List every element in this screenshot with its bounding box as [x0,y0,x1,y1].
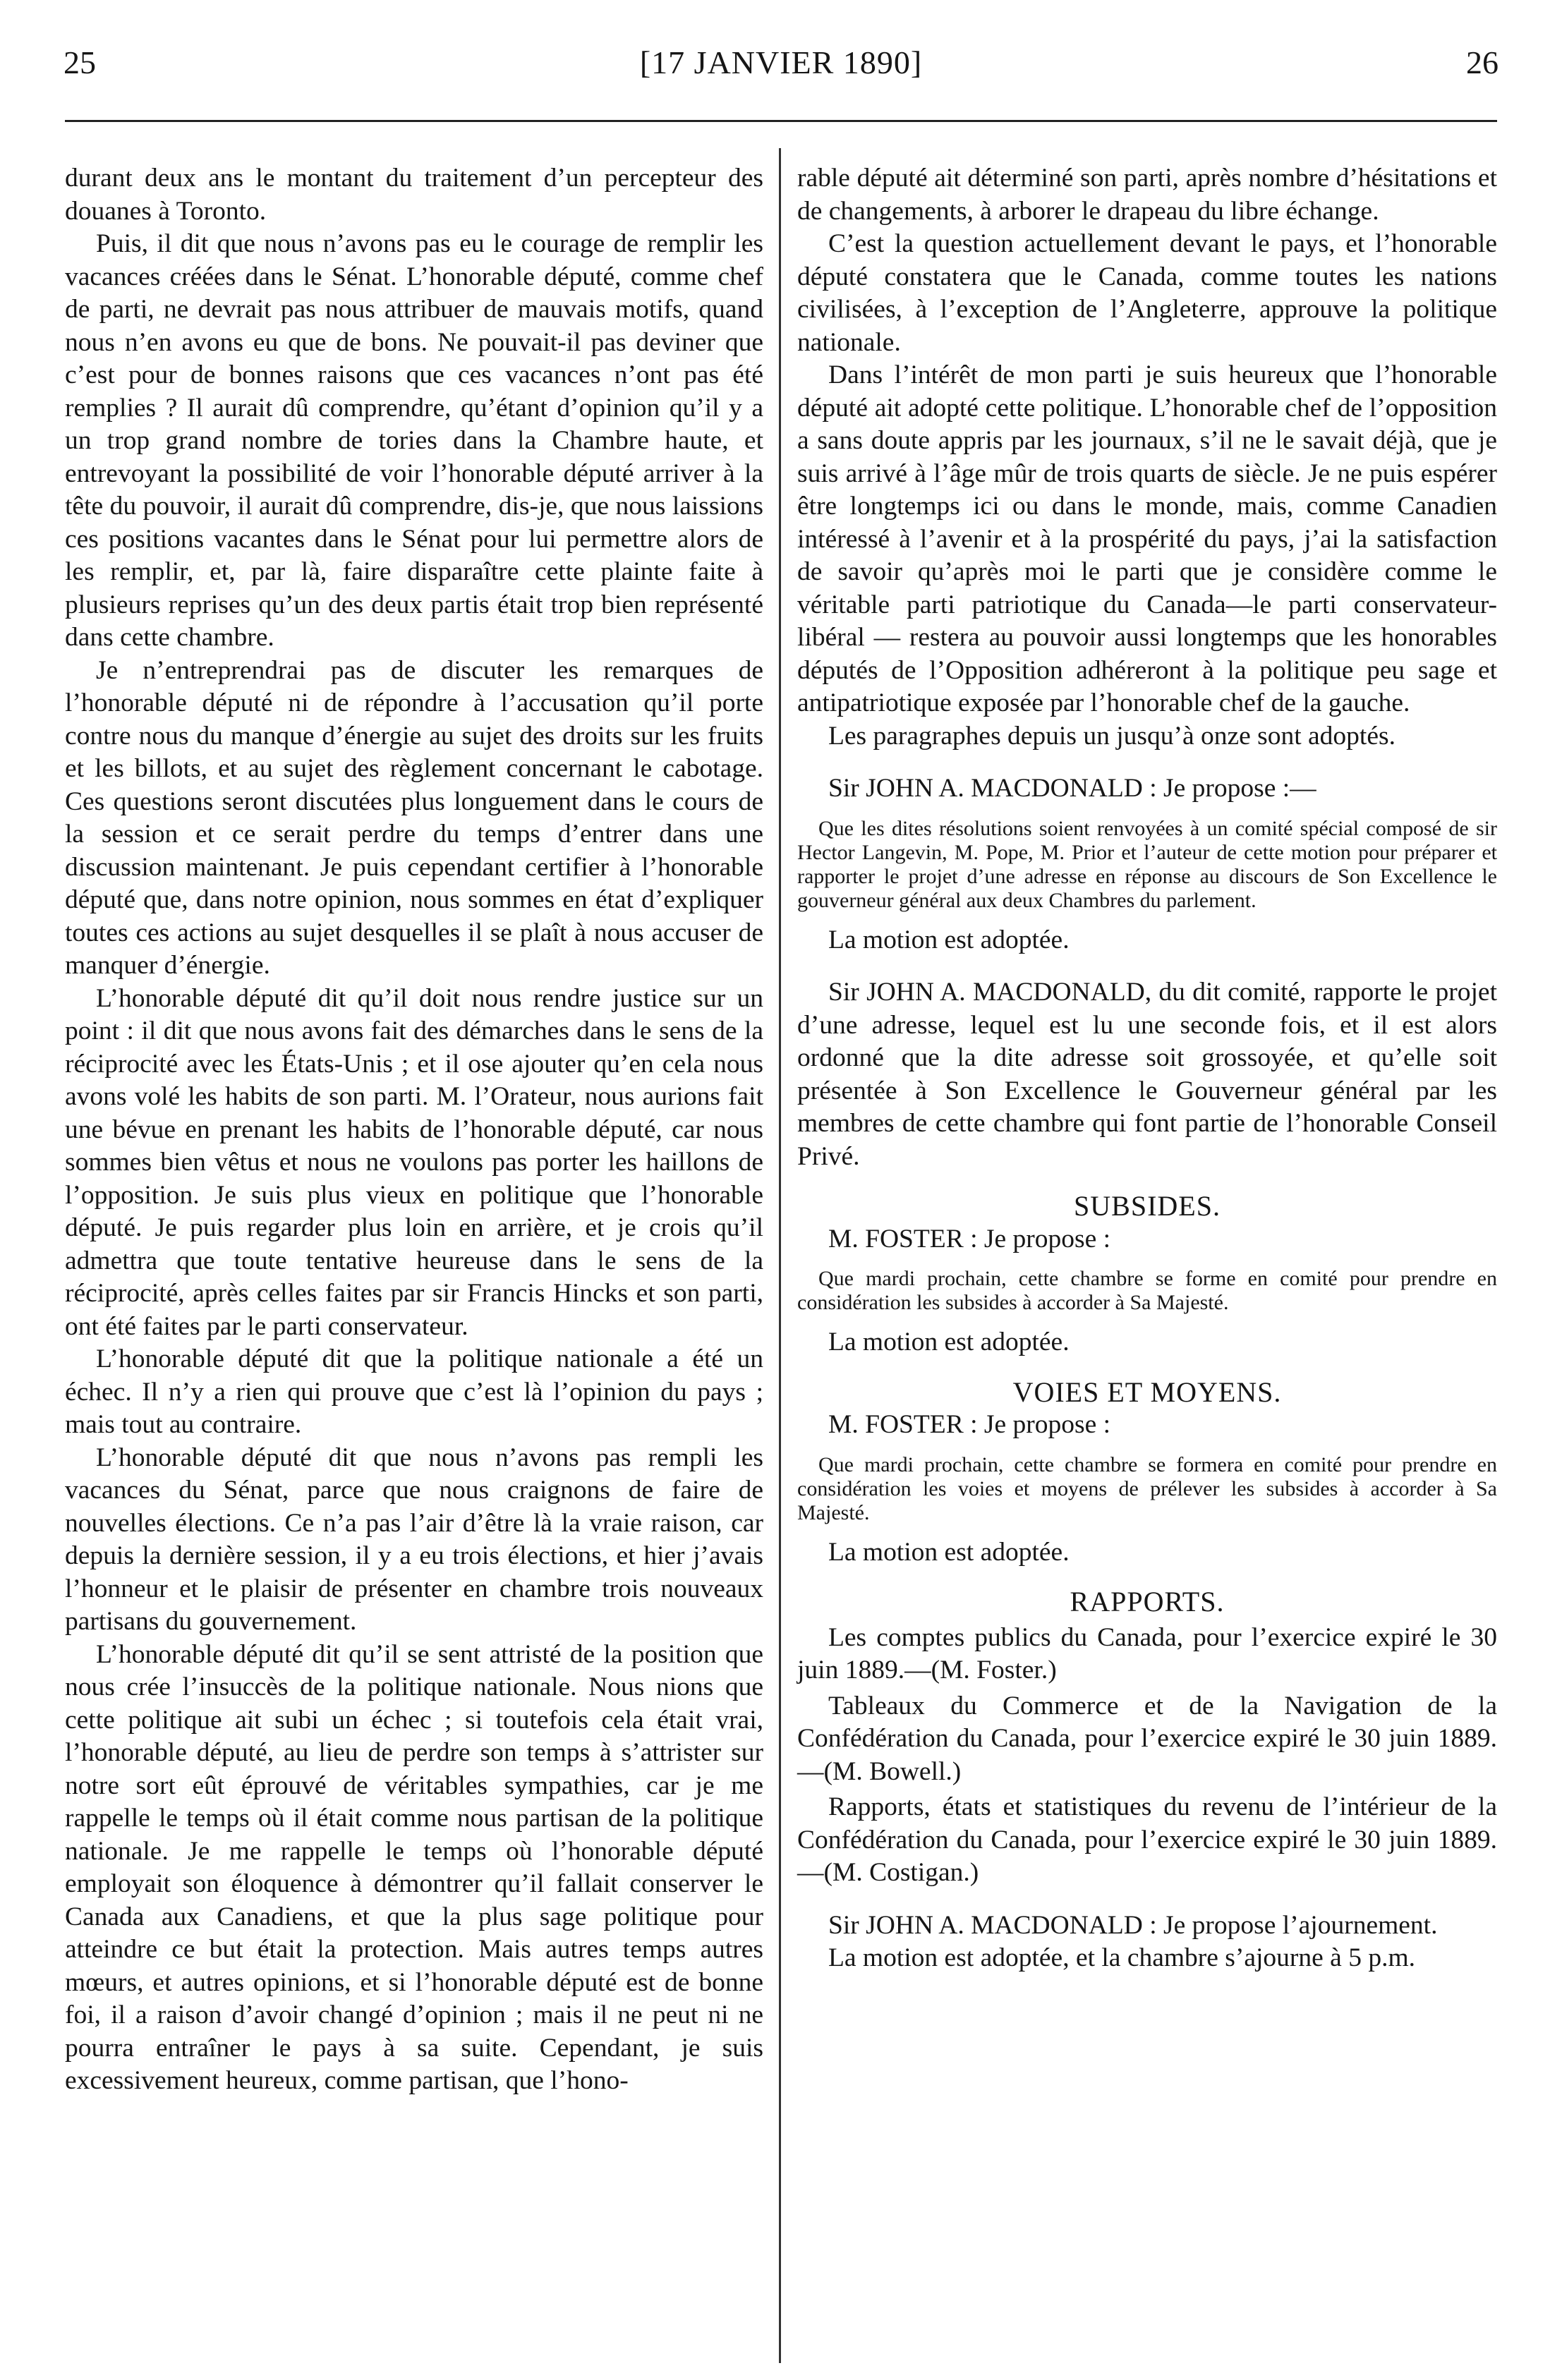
section-heading-voies-et-moyens: VOIES ET MOYENS. [1012,1376,1282,1408]
paragraph: Puis, il dit que nous n’avons pas eu le courage de remplir les vacances créées dans le Sénat. L’honorable député, comme chef de parti, ne devrait pas nous attribuer de mauvais motifs, quand nous n’en avons eu que de bons. Ne pouvait-il pas deviner que c’est pour de bonnes raisons que ces vacances n’ont pas été remplies ? Il aurait dû comprendre, qu’étant d’opinion qu’il y a un trop grand nombre de tories dans la Chambre haute, et entrevoyant la possibilité de voir l’honorable député arriver à la tête du pouvoir, il aurait dû comprendre, dis-je, que nous laissions ces positions vacantes dans le Sénat pour lui permettre alors de les remplir, et, par là, faire disparaître cette plainte faite à plusieurs reprises qu’un des deux partis était trop bien représenté dans cette chambre. [65,229,763,652]
paragraph: Je n’entreprendrai pas de discuter les remarques de l’honorable député ni de répondre à l’accusation qu’il porte contre nous du manque d’énergie au sujet des droits sur les fruits et les billots, et au sujet des règlement concernant le cabotage. Ces questions seront discutées plus longuement dans le cours de la session et ce serait perdre du temps d’entrer dans une discussion maintenant. Je puis cependant certifier à l’honorable député que, dans notre opinion, nous sommes en état d’expliquer toutes ces actions au sujet desquelles il se plaît à nous accuser de manquer d’énergie. [65,655,763,980]
column-divider [779,148,781,2363]
speech-foster: M. FOSTER : Je propose : [828,1224,1111,1253]
motion-adopted: La motion est adoptée. [828,1537,1070,1567]
speech-macdonald: Sir JOHN A. MACDONALD : Je propose :— [828,774,1316,803]
paragraph: Dans l’intérêt de mon parti je suis heureux que l’honorable député ait adopté cette politique. L’honorable chef de l’opposition a sans doute appris par les journaux, s’il ne le savait déjà, que je suis arrivé à l’âge mûr de trois quarts de siècle. Je ne puis espérer être longtemps ici ou dans le monde, mais, comme Canadien intéressé à l’avenir et à la prospérité du pays, j’ai la satisfaction de savoir qu’après moi le parti que je considère comme le véritable parti patriotique du Canada—le parti conservateur-libéral — restera au pouvoir aussi longtemps que les honorables députés de l’Opposition adhéreront à la politique peu sage et antipatriotique exposée par l’honorable chef de la gauche. [797,360,1497,717]
speech-macdonald: Sir JOHN A. MACDONALD, du dit comité, rapporte le projet d’une adresse, lequel est lu une seconde fois, et il est alors ordonné que la dite adresse soit grossoyée, et qu’elle soit présentée à Son Excellence le Gouverneur général par les membres de cette chambre qui font partie de l’honorable Conseil Privé. [797,978,1497,1171]
paragraph: L’honorable député dit qu’il se sent attristé de la position que nous crée l’insuccès de la politique nationale. Nous nions que cette politique ait subi un échec ; si toutefois cela était vrai, l’honorable député, au lieu de perdre son temps à s’attrister sur notre sort eût éprouvé de véritables sympathies, car je me rappelle le temps où il était comme nous partisan de la politique nationale. Je me rappelle le temps où l’honorable député employait son éloquence à démontrer qu’il fallait conserver le Canada aux Canadiens, et que la plus sage politique pour atteindre ce but était la protection. Mais autres temps autres mœurs, et autres opinions, et si l’honorable député est de bonne foi, il a raison d’avoir changé d’opinion ; mais il ne peut ni ne pourra entraîner le pays à sa suite. Cependant, je suis excessivement heureux, comme partisan, que l’hono- [65,1639,763,2095]
section-heading-subsides: SUBSIDES. [1074,1190,1221,1222]
adjournment: La motion est adoptée, et la chambre s’ajourne à 5 p.m. [828,1943,1415,1972]
right-column [797,162,1497,1975]
session-date: [17 JANVIER 1890] [639,44,923,80]
paragraph: L’honorable député dit que nous n’avons pas rempli les vacances du Sénat, parce que nous craignons de faire de nouvelles élections. Ce n’a pas l’air d’être là la vraie raison, car depuis la dernière session, il y a eu trois élections, et hier j’avais l’honneur et le plaisir de présenter en chambre trois nouveaux partisans du gouvernement. [65,1443,763,1636]
report-entry: Rapports, états et statistiques du revenu de l’intérieur de la Confédération du Canada, pour l’exercice expiré le 30 juin 1889.—(M. Costigan.) [797,1792,1497,1887]
motion-text: Que les dites résolutions soient renvoyées à un comité spécial composé de sir Hector Langevin, M. Pope, M. Prior et l’auteur de cette motion pour préparer et rapporter le projet d’une adresse en réponse au discours de Son Excellence le gouverneur général aux deux Chambres du parlement. [797,816,1497,912]
paragraph: durant deux ans le montant du traitement d’un percepteur des douanes à Toronto. [65,164,763,226]
paragraph: L’honorable député dit qu’il doit nous rendre justice sur un point : il dit que nous avons fait des démarches dans le sens de la réciprocité avec les États-Unis ; et il ose ajouter qu’en cela nous avons volé les habits de son parti. M. l’Orateur, nous aurions fait une bévue en prenant les habits de l’honorable député, car nous sommes bien vêtus et nous ne voulons pas porter les haillons de l’opposition. Je suis plus vieux en politique que l’honorable député. Je puis regarder plus loin en arrière, et je crois qu’il admettra que toute tentative heureuse dans le sens de la réciprocité, après celles faites par sir Francis Hincks et son parti, ont été faites par le parti conservateur. [65,983,763,1341]
speech-foster: M. FOSTER : Je propose : [828,1410,1111,1439]
motion-adopted: La motion est adoptée. [828,925,1070,954]
page-header [63,44,1499,93]
section-heading-rapports: RAPPORTS. [1070,1586,1225,1617]
paragraph: rable député ait déterminé son parti, après nombre d’hésitations et de changements, à arborer le drapeau du libre échange. [797,164,1497,226]
paragraph: L’honorable député dit que la politique nationale a été un échec. Il n’y a rien qui prouve que c’est là l’opinion du pays ; mais tout au contraire. [65,1344,763,1439]
report-entry: Les comptes publics du Canada, pour l’exercice expiré le 30 juin 1889.—(M. Foster.) [797,1622,1497,1684]
motion-text: Que mardi prochain, cette chambre se forme en comité pour prendre en considération les subsides à accorder à Sa Majesté. [797,1267,1497,1314]
left-column [65,162,763,2098]
paragraph: Les paragraphes depuis un jusqu’à onze sont adoptés. [828,721,1395,751]
page-number-right: 26 [1466,44,1499,80]
report-entry: Tableaux du Commerce et de la Navigation de la Confédération du Canada, pour l’exercice expiré le 30 juin 1889.—(M. Bowell.) [797,1691,1497,1786]
speech-macdonald: Sir JOHN A. MACDONALD : Je propose l’ajournement. [828,1910,1438,1940]
header-rule [65,120,1497,122]
motion-text: Que mardi prochain, cette chambre se formera en comité pour prendre en considération les voies et moyens de prélever les subsides à accorder à Sa Majesté. [797,1452,1497,1524]
paragraph: C’est la question actuellement devant le pays, et l’honorable député constatera que le Canada, comme toutes les nations civilisées, à l’exception de l’Angleterre, approuve la politique nationale. [797,229,1497,357]
motion-adopted: La motion est adoptée. [828,1328,1070,1356]
page-number-left: 25 [63,44,96,80]
